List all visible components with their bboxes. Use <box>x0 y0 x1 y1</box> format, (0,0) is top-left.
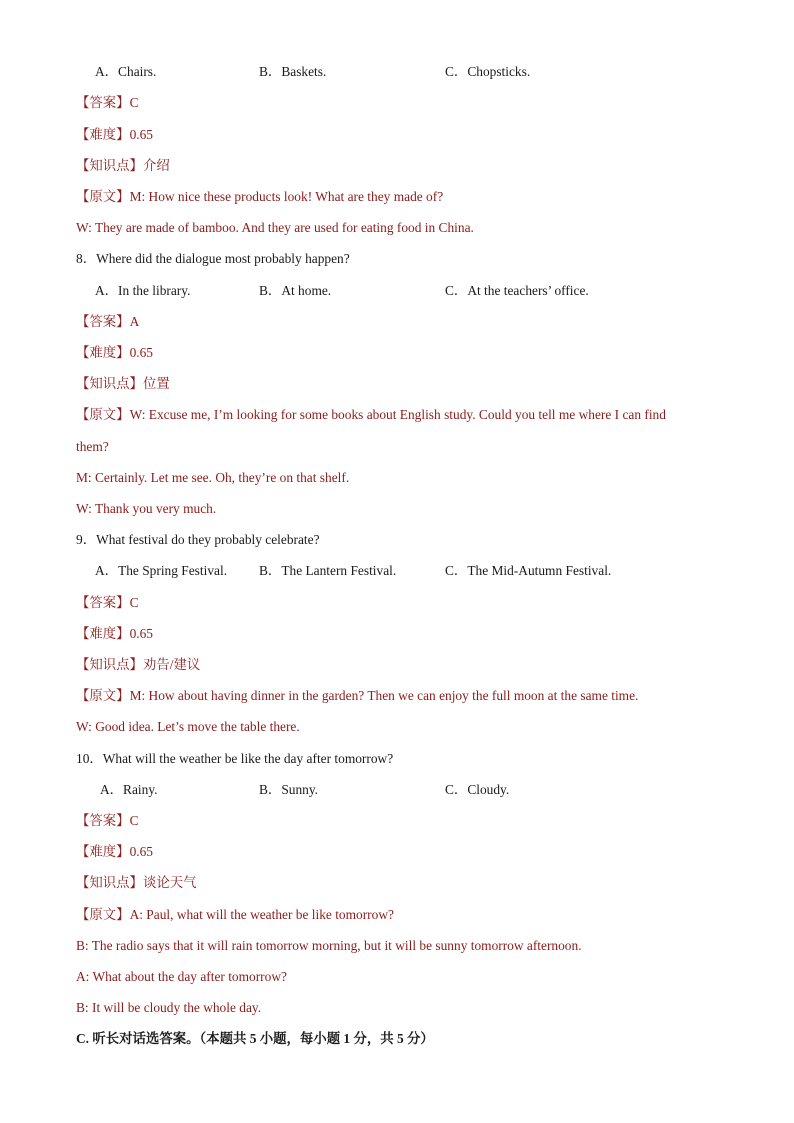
difficulty-line <box>76 843 714 861</box>
topic-tag: 【知识点】 <box>76 875 143 890</box>
difficulty-tag: 【难度】 <box>76 345 130 360</box>
difficulty-line <box>76 344 714 362</box>
option-b: B．The Lantern Festival. <box>259 563 397 578</box>
option-a: A．Rainy. <box>100 782 158 797</box>
difficulty-line <box>76 126 714 144</box>
question-9: 9．What festival do they probably celebrate? <box>76 532 320 547</box>
source-text: M: How nice these products look! What are they made of? <box>129 189 444 204</box>
answer-line <box>76 313 714 331</box>
source-line: W: Thank you very much. <box>76 501 217 516</box>
topic-tag: 【知识点】 <box>76 657 143 672</box>
question-8: 8．Where did the dialogue most probably happen? <box>76 251 350 266</box>
difficulty-tag: 【难度】 <box>76 626 130 641</box>
option-a: A．Chairs. <box>95 64 157 79</box>
topic-tag: 【知识点】 <box>76 158 143 173</box>
answer-tag: 【答案】 <box>76 813 130 828</box>
topic-line <box>76 874 714 892</box>
topic-line <box>76 157 714 175</box>
difficulty-value: 0.65 <box>129 626 153 641</box>
source-tag: 【原文】 <box>76 407 130 422</box>
option-b: B．Baskets. <box>259 64 327 79</box>
option-c: C．Chopsticks. <box>445 64 531 79</box>
difficulty-value: 0.65 <box>129 127 153 142</box>
option-c: C．The Mid-Autumn Festival. <box>445 563 612 578</box>
answer-value: A <box>129 314 140 329</box>
source-tag: 【原文】 <box>76 189 130 204</box>
answer-line <box>76 594 714 612</box>
topic-line <box>76 375 714 393</box>
answer-tag: 【答案】 <box>76 595 130 610</box>
source-line: M: Certainly. Let me see. Oh, they’re on that shelf. <box>76 470 350 485</box>
source-line: them? <box>76 439 109 454</box>
answer-tag: 【答案】 <box>76 314 130 329</box>
option-b: B．At home. <box>259 283 332 298</box>
source-line: W: Good idea. Let’s move the table there. <box>76 719 300 734</box>
source-text: M: How about having dinner in the garden? Then we can enjoy the full moon at the same time. <box>129 688 639 703</box>
source-tag: 【原文】 <box>76 688 130 703</box>
answer-tag: 【答案】 <box>76 95 130 110</box>
topic-value: 谈论天气 <box>142 875 197 890</box>
source-line: B: The radio says that it will rain tomorrow morning, but it will be sunny tomorrow afternoon. <box>76 938 582 953</box>
difficulty-value: 0.65 <box>129 345 153 360</box>
option-a: A．In the library. <box>95 283 191 298</box>
answer-line <box>76 812 714 830</box>
source-tag: 【原文】 <box>76 907 130 922</box>
difficulty-tag: 【难度】 <box>76 844 130 859</box>
answer-value: C <box>129 595 139 610</box>
difficulty-line <box>76 625 714 643</box>
source-line <box>76 906 714 924</box>
source-line: B: It will be cloudy the whole day. <box>76 1000 262 1015</box>
topic-value: 位置 <box>142 376 170 391</box>
difficulty-value: 0.65 <box>129 844 153 859</box>
answer-value: C <box>129 95 139 110</box>
source-line: A: What about the day after tomorrow? <box>76 969 287 984</box>
topic-value: 介绍 <box>142 158 170 173</box>
source-line <box>76 687 714 705</box>
section-heading: C. 听长对话选答案。（本题共 5 小题，每小题 1 分，共 5 分） <box>76 1031 434 1046</box>
topic-tag: 【知识点】 <box>76 376 143 391</box>
source-text: W: Excuse me, I’m looking for some books about English study. Could you tell me where I can find <box>129 407 666 422</box>
source-text: A: Paul, what will the weather be like tomorrow? <box>129 907 394 922</box>
topic-line <box>76 656 714 674</box>
answer-line <box>76 94 714 112</box>
option-a: A．The Spring Festival. <box>95 563 228 578</box>
option-c: C．At the teachers’ office. <box>445 283 589 298</box>
source-line <box>76 406 714 424</box>
answer-value: C <box>129 813 139 828</box>
question-10: 10．What will the weather be like the day after tomorrow? <box>76 751 394 766</box>
source-line: W: They are made of bamboo. And they are used for eating food in China. <box>76 220 474 235</box>
option-b: B．Sunny. <box>259 782 319 797</box>
difficulty-tag: 【难度】 <box>76 127 130 142</box>
topic-value: 劝告/建议 <box>142 657 201 672</box>
option-c: C．Cloudy. <box>445 782 510 797</box>
source-line <box>76 188 714 206</box>
